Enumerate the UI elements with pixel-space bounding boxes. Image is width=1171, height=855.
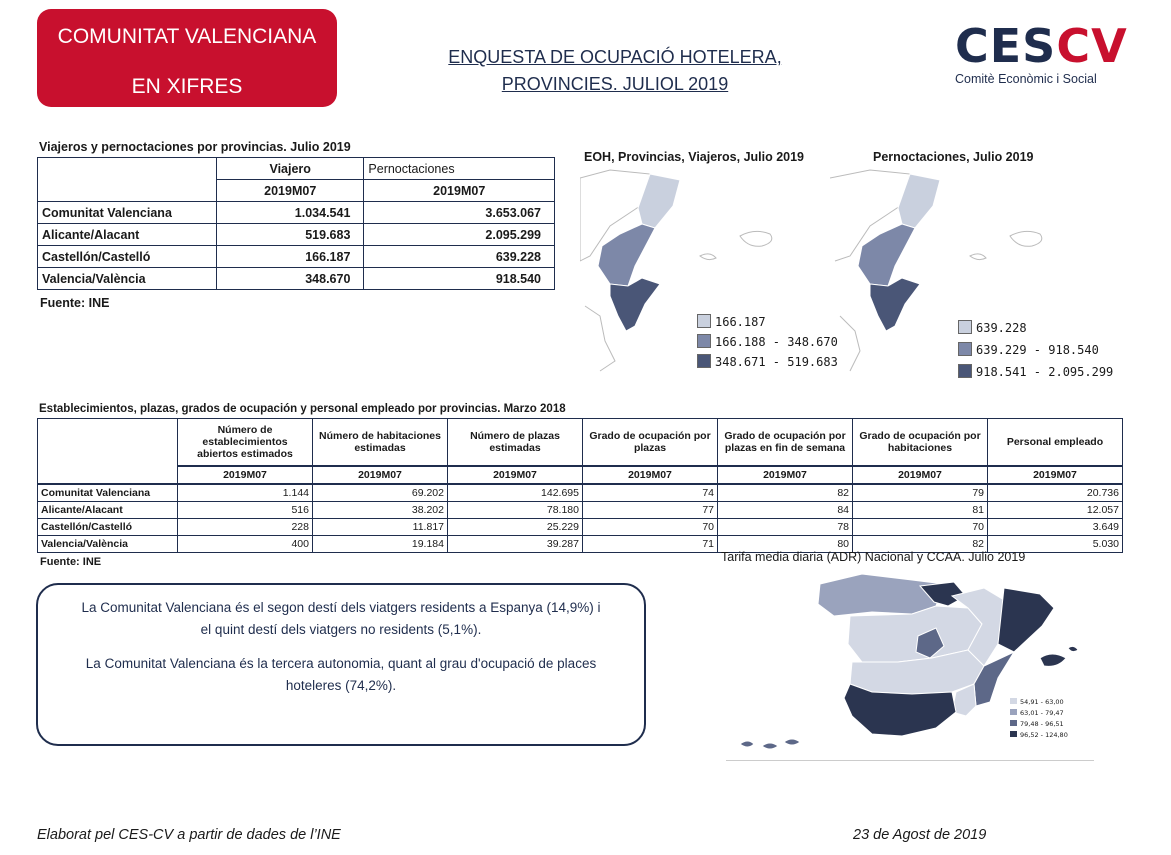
legend-swatch bbox=[1010, 720, 1017, 726]
table-row bbox=[38, 519, 1123, 536]
row-label: Alicante/Alacant bbox=[38, 502, 178, 519]
title-line-1: ENQUESTA DE OCUPACIÓ HOTELERA, bbox=[448, 47, 782, 67]
period-header: 2019M07 bbox=[853, 466, 988, 484]
coastline-outline bbox=[585, 306, 615, 371]
legend-label: 639.229 - 918.540 bbox=[976, 343, 1099, 357]
pernoctaciones-value: 918.540 bbox=[364, 268, 555, 290]
period-header: 2019M07 bbox=[364, 180, 555, 202]
table-row bbox=[38, 268, 555, 290]
col-header: Número de habitaciones estimadas bbox=[313, 419, 448, 467]
cell-value: 80 bbox=[718, 536, 853, 553]
logo-subtitle: Comitè Econòmic i Social bbox=[955, 72, 1097, 86]
legend-item bbox=[958, 342, 1099, 357]
legend-item bbox=[1010, 708, 1068, 719]
cescv-logo bbox=[955, 19, 1128, 94]
cell-value: 74 bbox=[583, 484, 718, 502]
cell-value: 12.057 bbox=[988, 502, 1123, 519]
info-callout bbox=[36, 583, 646, 746]
col-header: Grado de ocupación por plazas bbox=[583, 419, 718, 467]
legend-swatch bbox=[697, 334, 711, 348]
cell-value: 20.736 bbox=[988, 484, 1123, 502]
row-label: Valencia/València bbox=[38, 268, 217, 290]
legend-swatch bbox=[697, 314, 711, 328]
legend-item bbox=[958, 320, 1027, 335]
col-header: Número de plazas estimadas bbox=[448, 419, 583, 467]
title-line-2: PROVINCIES. JULIOL 2019 bbox=[501, 74, 729, 94]
cell-value: 3.649 bbox=[988, 519, 1123, 536]
map-adr-legend bbox=[1010, 697, 1068, 741]
table2-source: Fuente: INE bbox=[40, 556, 102, 568]
region-badge bbox=[37, 9, 337, 107]
row-label: Castellón/Castelló bbox=[38, 519, 178, 536]
table-row bbox=[38, 502, 1123, 519]
badge-line-2: EN XIFRES bbox=[131, 75, 243, 98]
legend-label: 918.541 - 2.095.299 bbox=[976, 365, 1114, 379]
cell-value: 19.184 bbox=[313, 536, 448, 553]
cell-value: 79 bbox=[853, 484, 988, 502]
legend-label: 96,52 - 124,80 bbox=[1020, 731, 1068, 739]
col-header: Grado de ocupación por plazas en fin de semana bbox=[718, 419, 853, 467]
footer-credit: Elaborat pel CES-CV a partir de dades de l’INE bbox=[37, 827, 341, 843]
region-cataluna bbox=[998, 588, 1054, 652]
cell-value: 70 bbox=[583, 519, 718, 536]
province-castellon bbox=[898, 174, 940, 228]
legend-swatch bbox=[697, 354, 711, 368]
legend-item bbox=[697, 334, 838, 349]
table2-caption: Establecimientos, plazas, grados de ocupación y personal empleado por provincias. Marzo 2018 bbox=[39, 403, 566, 415]
cell-value: 400 bbox=[178, 536, 313, 553]
table-row bbox=[38, 484, 1123, 502]
legend-item bbox=[1010, 730, 1068, 741]
legend-item bbox=[1010, 719, 1068, 730]
establishments-table bbox=[37, 418, 1123, 553]
map-adr-title: Tarifa media diaria (ADR) Nacional y CCAA. Julio 2019 bbox=[721, 550, 1026, 564]
info-paragraph-1: La Comunitat Valenciana és el segon destí dels viatgers residents a Espanya (14,9%) i el quint destí dels viatgers no residents (5,1%). bbox=[81, 600, 601, 637]
legend-label: 166.187 bbox=[715, 315, 766, 329]
viajeros-value: 348.670 bbox=[217, 268, 364, 290]
province-alicante bbox=[610, 278, 660, 331]
viajeros-value: 1.034.541 bbox=[217, 202, 364, 224]
legend-label: 166.188 - 348.670 bbox=[715, 335, 838, 349]
col-header-viajero: Viajero bbox=[217, 158, 364, 180]
period-header: 2019M07 bbox=[178, 466, 313, 484]
map-baseline bbox=[726, 760, 1094, 761]
legend-label: 639.228 bbox=[976, 321, 1027, 335]
period-header: 2019M07 bbox=[988, 466, 1123, 484]
row-label: Comunitat Valenciana bbox=[38, 202, 217, 224]
row-label: Alicante/Alacant bbox=[38, 224, 217, 246]
cell-value: 82 bbox=[853, 536, 988, 553]
legend-swatch bbox=[958, 320, 972, 334]
viajeros-value: 519.683 bbox=[217, 224, 364, 246]
map-pernoctaciones-title: Pernoctaciones, Julio 2019 bbox=[873, 150, 1034, 164]
badge-line-1: COMUNITAT VALENCIANA bbox=[57, 25, 317, 48]
legend-swatch bbox=[958, 342, 972, 356]
document-title bbox=[420, 44, 810, 98]
col-header: Número de establecimientos abiertos estimados bbox=[178, 419, 313, 467]
legend-item bbox=[697, 314, 766, 329]
table-row bbox=[38, 246, 555, 268]
pernoctaciones-value: 2.095.299 bbox=[364, 224, 555, 246]
pernoctaciones-value: 3.653.067 bbox=[364, 202, 555, 224]
cell-value: 78.180 bbox=[448, 502, 583, 519]
islands-outline bbox=[970, 231, 1042, 259]
pernoctaciones-value: 639.228 bbox=[364, 246, 555, 268]
travellers-table bbox=[37, 157, 555, 290]
table1-source: Fuente: INE bbox=[40, 296, 110, 310]
legend-label: 348.671 - 519.683 bbox=[715, 355, 838, 369]
cell-value: 5.030 bbox=[988, 536, 1123, 553]
footer-date: 23 de Agost de 2019 bbox=[853, 827, 987, 843]
legend-item bbox=[697, 354, 838, 369]
table-row bbox=[38, 202, 555, 224]
province-alicante bbox=[870, 278, 920, 331]
cell-value: 82 bbox=[718, 484, 853, 502]
cell-value: 11.817 bbox=[313, 519, 448, 536]
cell-value: 142.695 bbox=[448, 484, 583, 502]
table1-caption: Viajeros y pernoctaciones por provincias. Julio 2019 bbox=[39, 140, 351, 154]
info-paragraph-2: La Comunitat Valenciana és la tercera autonomia, quant al grau d'ocupació de places hoteleres (74,2%). bbox=[85, 656, 597, 693]
cell-value: 77 bbox=[583, 502, 718, 519]
legend-label: 79,48 - 96,51 bbox=[1020, 720, 1064, 728]
cell-value: 516 bbox=[178, 502, 313, 519]
legend-swatch bbox=[1010, 709, 1017, 715]
cell-value: 25.229 bbox=[448, 519, 583, 536]
cell-value: 228 bbox=[178, 519, 313, 536]
cell-value: 69.202 bbox=[313, 484, 448, 502]
row-label: Valencia/València bbox=[38, 536, 178, 553]
coastline-outline bbox=[840, 316, 860, 371]
logo-mark-cv: CV bbox=[1056, 19, 1128, 73]
province-valencia bbox=[598, 224, 655, 286]
cell-value: 1.144 bbox=[178, 484, 313, 502]
map-viajeros-title: EOH, Provincias, Viajeros, Julio 2019 bbox=[584, 150, 805, 164]
row-label: Comunitat Valenciana bbox=[38, 484, 178, 502]
cell-value: 81 bbox=[853, 502, 988, 519]
region-baleares bbox=[1040, 646, 1078, 666]
legend-swatch bbox=[1010, 698, 1017, 704]
logo-mark-ces: CES bbox=[955, 19, 1057, 73]
period-header: 2019M07 bbox=[448, 466, 583, 484]
legend-label: 63,01 - 79,47 bbox=[1020, 709, 1064, 717]
cell-value: 70 bbox=[853, 519, 988, 536]
legend-swatch bbox=[958, 364, 972, 378]
cell-value: 84 bbox=[718, 502, 853, 519]
province-castellon bbox=[638, 174, 680, 228]
viajeros-value: 166.187 bbox=[217, 246, 364, 268]
cell-value: 38.202 bbox=[313, 502, 448, 519]
cell-value: 71 bbox=[583, 536, 718, 553]
row-label: Castellón/Castelló bbox=[38, 246, 217, 268]
cell-value: 39.287 bbox=[448, 536, 583, 553]
period-header: 2019M07 bbox=[313, 466, 448, 484]
period-header: 2019M07 bbox=[217, 180, 364, 202]
islands-outline bbox=[700, 231, 772, 259]
col-header: Grado de ocupación por habitaciones bbox=[853, 419, 988, 467]
col-header-pernoctaciones: Pernoctaciones bbox=[364, 158, 555, 180]
legend-label: 54,91 - 63,00 bbox=[1020, 698, 1064, 706]
legend-item bbox=[1010, 697, 1068, 708]
table-row bbox=[38, 224, 555, 246]
cell-value: 78 bbox=[718, 519, 853, 536]
legend-swatch bbox=[1010, 731, 1017, 737]
legend-item bbox=[958, 364, 1113, 379]
region-canarias bbox=[740, 739, 800, 749]
period-header: 2019M07 bbox=[718, 466, 853, 484]
period-header: 2019M07 bbox=[583, 466, 718, 484]
province-valencia bbox=[858, 224, 915, 286]
col-header: Personal empleado bbox=[988, 419, 1123, 467]
